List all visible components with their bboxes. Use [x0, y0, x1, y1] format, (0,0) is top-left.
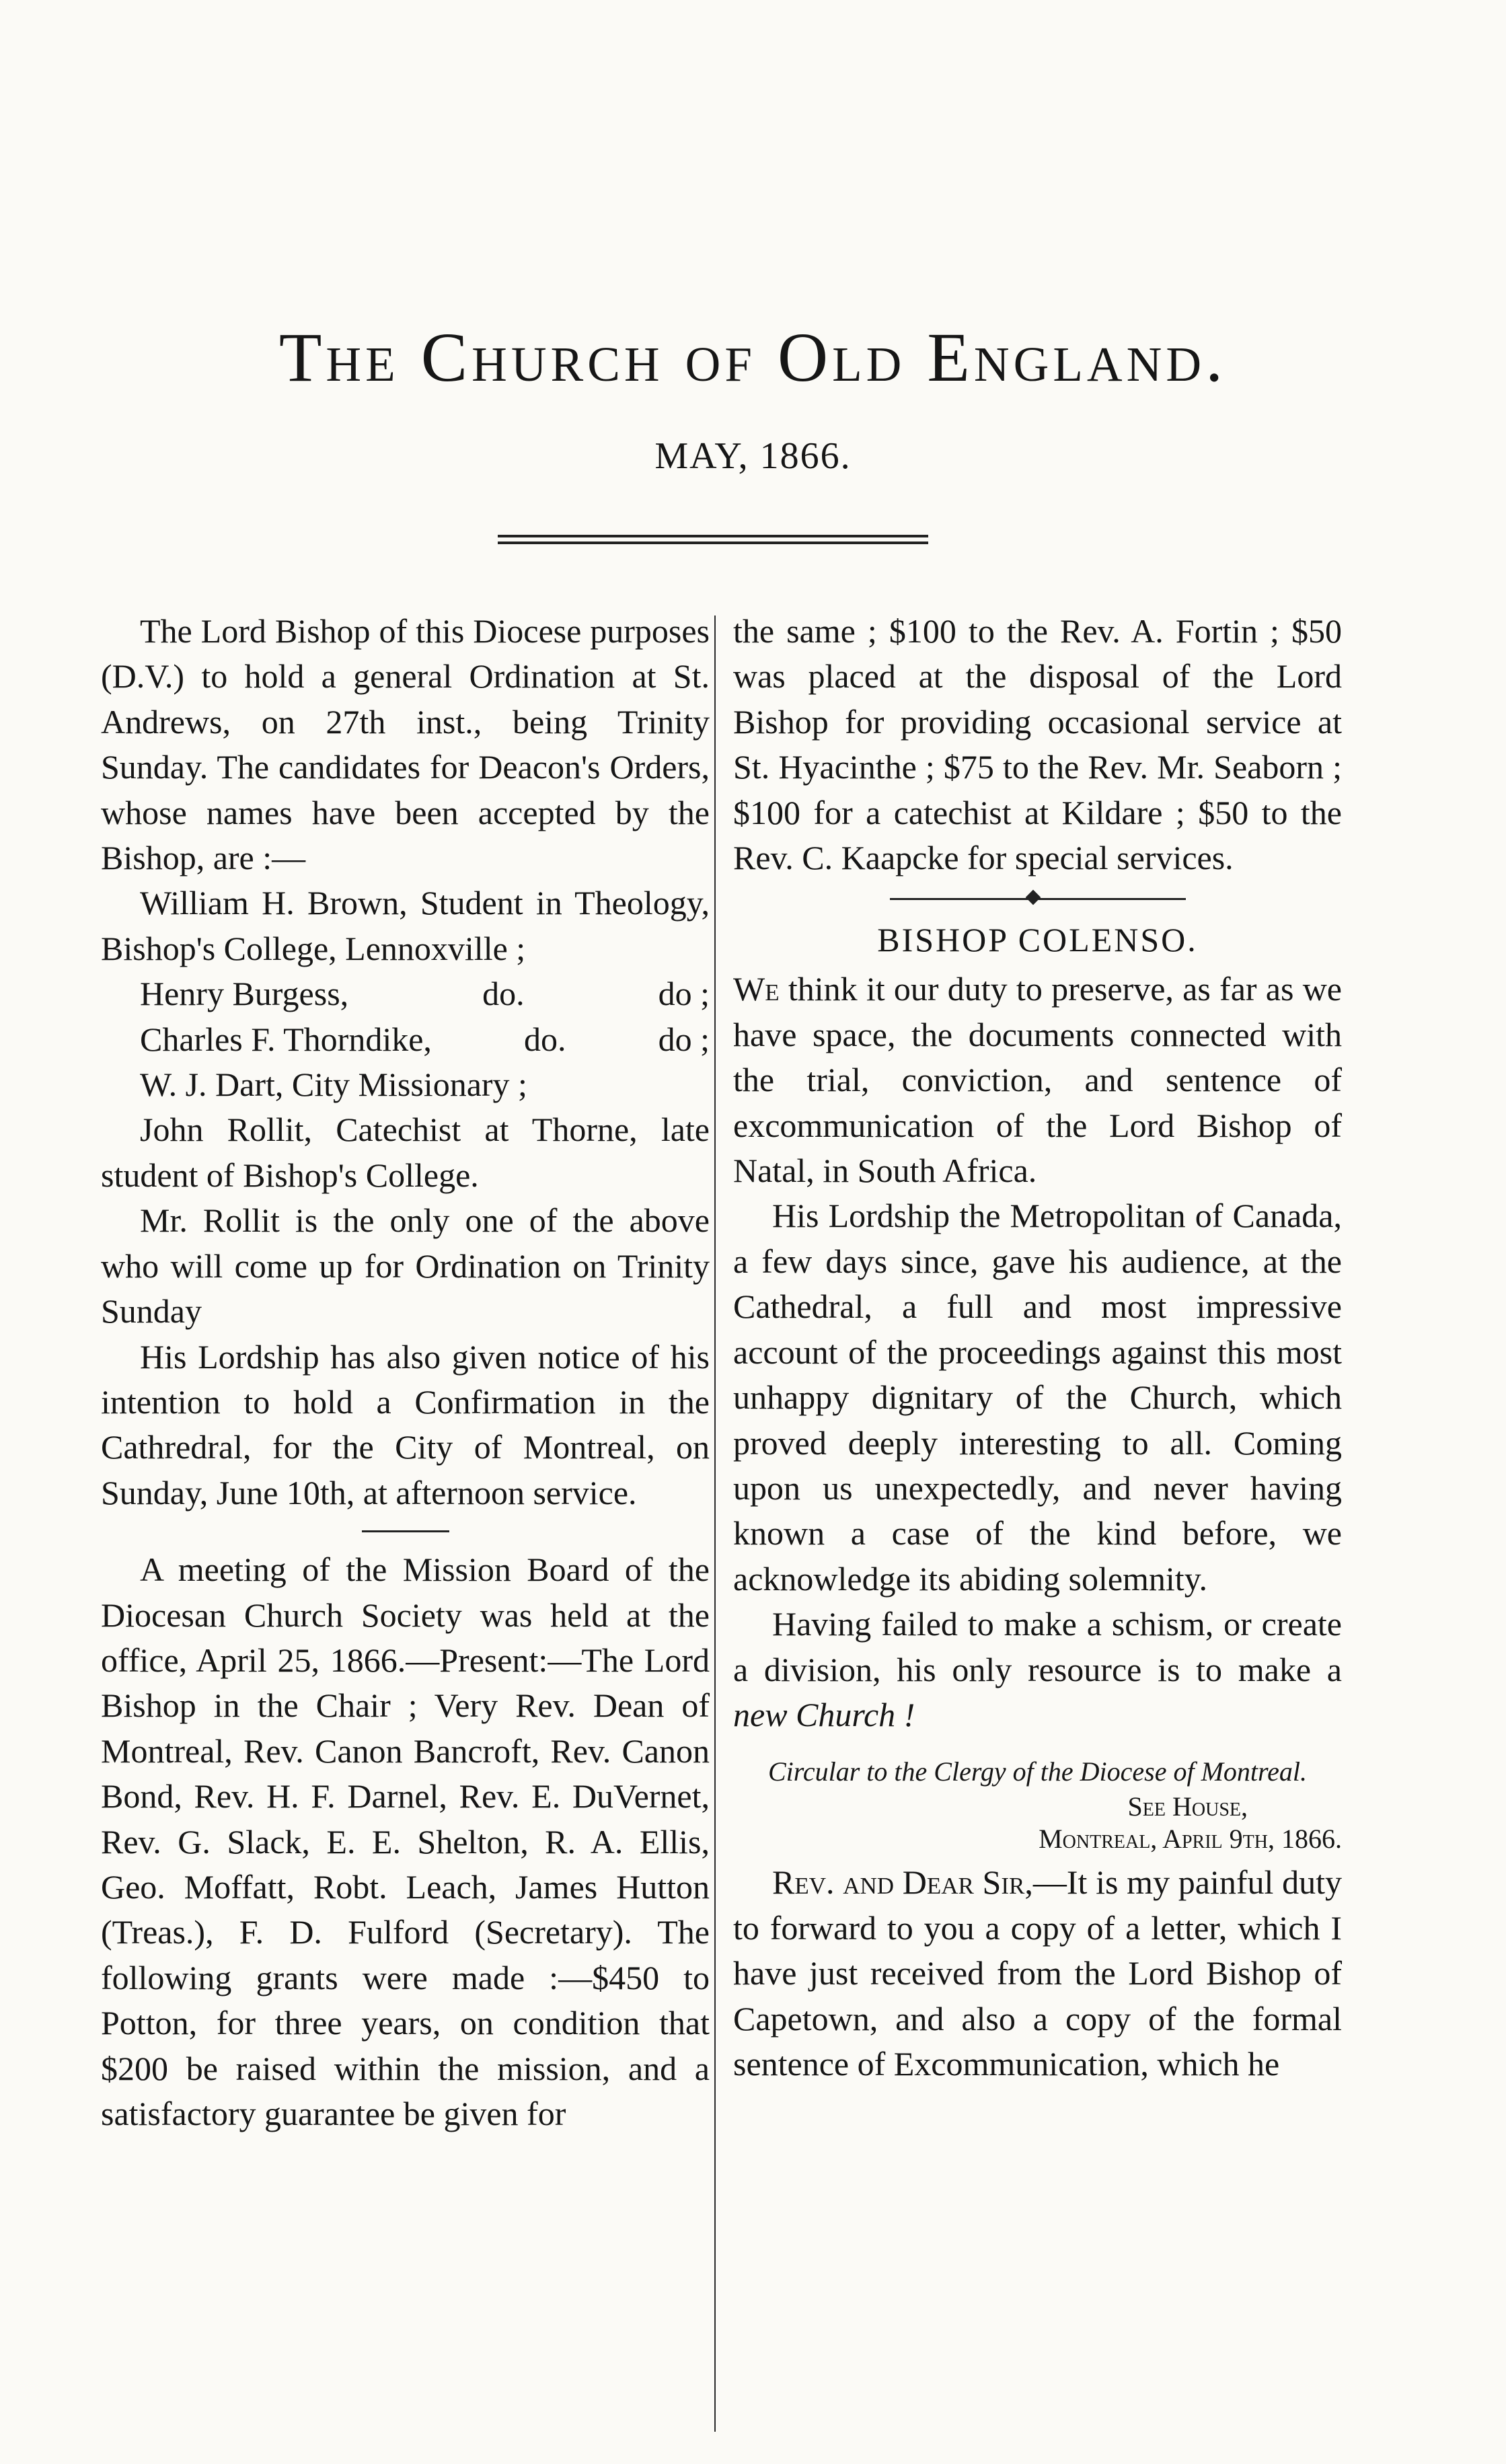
issue-date: MAY, 1866.	[654, 435, 852, 477]
left-column	[101, 609, 710, 2136]
candidate-brown: William H. Brown, Student in Theology, Bishop's College, Lennoxville ;	[101, 884, 710, 967]
confirmation-notice: His Lordship has also given notice of his intention to hold a Confirmation in the Cathredral, for the City of Montreal, on Sunday, June 10th, at afternoon service.	[101, 1337, 710, 1511]
column-divider	[714, 615, 716, 2432]
candidate-name: Charles F. Thorndike,	[140, 1020, 432, 1058]
mission-board-report: A meeting of the Mission Board of the Diocesan Church Society was held at the office, April 25, 1866.—Present:—The Lord Bishop in the Chair ; Very Rev. Dean of Montreal, Rev. Canon Bancroft, Rev. Canon Bond, Rev. H. F. Darnel, Rev. E. DuVernet, Rev. G. Slack, E. E. Shelton, R. A. Ellis, Geo. Moffatt, Robt. Leach, James Hutton (Treas.), F. D. Fulford (Secretary). The following grants were made :—$450 to Potton, for three years, on condition that $200 be raised within the mission, and a satisfactory guarantee be given for	[101, 1551, 710, 2132]
grants-continued: the same ; $100 to the Rev. A. Fortin ; $50 was placed at the disposal of the Lord Bishop for providing occasional service at St. Hyacinthe ; $75 to the Rev. Mr. Seaborn ; $100 for a catechist at Kildare ; $50 to the Rev. C. Kaapcke for special services.	[733, 612, 1342, 877]
candidate-dart: W. J. Dart, City Missionary ;	[140, 1066, 527, 1104]
ordination-notice: The Lord Bishop of this Diocese purposes (D.V.) to hold a general Ordination at St. Andrews, on 27th inst., being Trinity Sunday. The candidates for Deacon's Orders, whose names have been accepted by the Bishop, are :—	[101, 612, 710, 877]
ditto-mark: do ;	[658, 1020, 710, 1058]
ditto-mark: do ;	[658, 975, 710, 1013]
letter-text: —It is my painful duty to forward to you a copy of a letter, which I have just received from the Lord Bishop of Capetown, and also a copy of the formal sentence of Excommunication, which he	[733, 1863, 1342, 2083]
ditto-mark: do.	[524, 1020, 566, 1058]
schism-text: Having failed to make a schism, or create a division, his only resource is to make a	[733, 1605, 1342, 1688]
rollit-note: Mr. Rollit is the only one of the above who will come up for Ordination on Trinity Sunday	[101, 1201, 710, 1331]
see-house: See House,	[1127, 1791, 1248, 1822]
section-heading: BISHOP COLENSO.	[877, 921, 1198, 959]
candidate-burgess	[101, 971, 710, 1016]
title-double-rule	[498, 535, 928, 544]
diamond-ornament-icon	[1025, 890, 1041, 905]
salutation: Rev. and Dear Sir,	[772, 1863, 1033, 1902]
circular-heading: Circular to the Clergy of the Diocese of Montreal.	[768, 1756, 1307, 1787]
new-church-italic: new Church !	[733, 1695, 915, 1733]
section-diamond-rule	[890, 898, 1186, 900]
lead-word: We	[733, 970, 780, 1008]
metropolitan-account: His Lordship the Metropolitan of Canada, a few days since, gave his audience, at the Cathedral, a full and most impressive account of the proceedings against this most unhappy dignitary of the Church, which proved deeply interesting to all. Coming upon us unexpectedly, and never having known a case of the kind before, we acknowledge its abiding solemnity.	[733, 1197, 1342, 1598]
right-column	[733, 609, 1342, 2087]
intro-text: think it our duty to preserve, as far as we have space, the documents connected with the trial, conviction, and sentence of excommunication of the Lord Bishop of Natal, in South Africa.	[733, 970, 1342, 1190]
page-title: The Church of Old England.	[278, 319, 1228, 396]
section-rule	[362, 1530, 449, 1532]
candidate-thorndike	[101, 1017, 710, 1062]
candidate-name: Henry Burgess,	[140, 975, 349, 1013]
schism-remark	[733, 1602, 1342, 1738]
ditto-mark: do.	[482, 975, 525, 1013]
circular-letter	[733, 1860, 1342, 2087]
candidate-rollit: John Rollit, Catechist at Thorne, late student of Bishop's College.	[101, 1111, 710, 1194]
colenso-intro	[733, 967, 1342, 1193]
circular-dateline: Montreal, April 9th, 1866.	[1039, 1824, 1342, 1855]
